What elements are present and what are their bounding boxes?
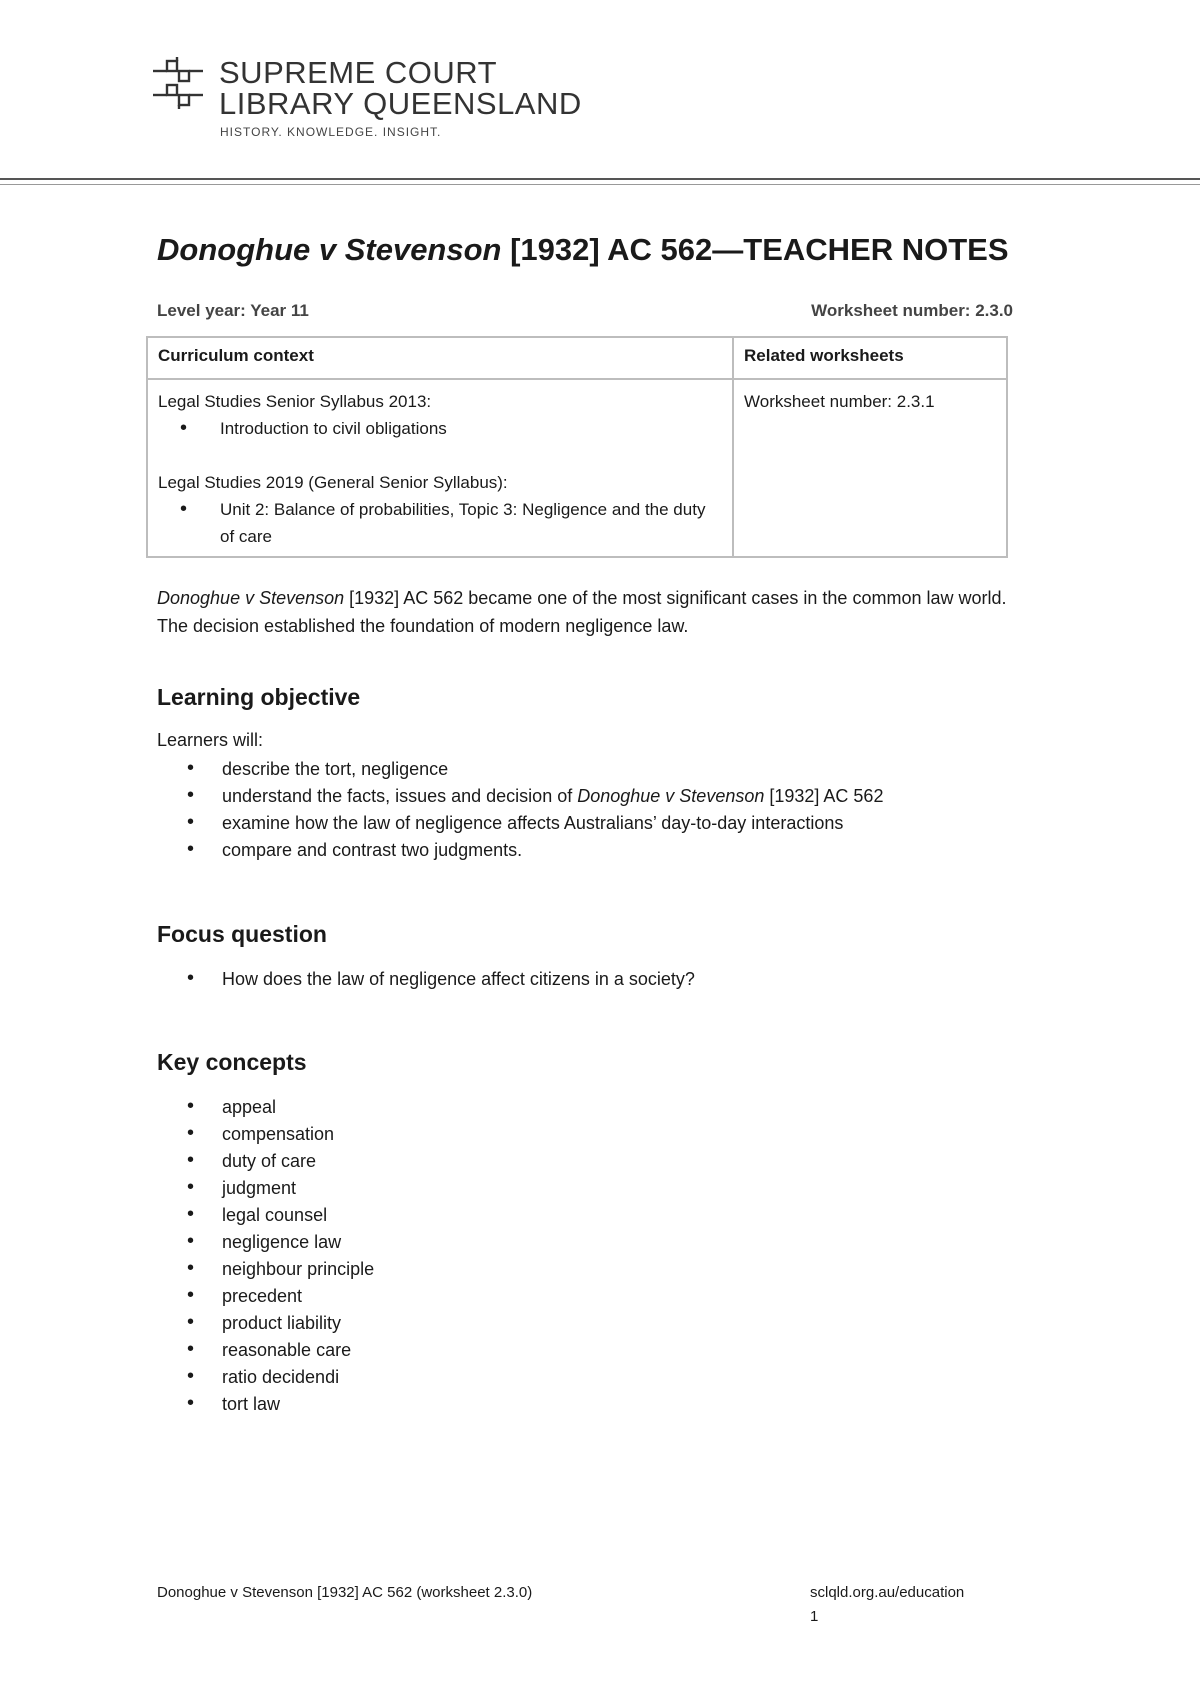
list-item: • compensation — [222, 1121, 1122, 1148]
title-case-name: Donoghue v Stevenson — [157, 232, 502, 267]
list-item: • precedent — [222, 1283, 1122, 1310]
library-logo-icon — [153, 57, 203, 109]
list-item: • examine how the law of negligence affects Australians’ day-to-day interactions — [222, 810, 1122, 837]
document-title — [157, 232, 1009, 268]
logo-line-2: LIBRARY QUEENSLAND — [219, 86, 582, 121]
list-item: • duty of care — [222, 1148, 1122, 1175]
library-logo — [153, 55, 633, 145]
list-item: • appeal — [222, 1094, 1122, 1121]
intro-case-name: Donoghue v Stevenson — [157, 588, 345, 608]
level-year: Level year: Year 11 — [157, 301, 309, 320]
curriculum-cell — [147, 379, 733, 557]
list-item: • product liability — [222, 1310, 1122, 1337]
key-concepts-list — [222, 1094, 1122, 1418]
worksheet-number: Worksheet number: 2.3.0 — [811, 301, 1013, 320]
list-item: • judgment — [222, 1175, 1122, 1202]
list-item: • understand the facts, issues and decision of Donoghue v Stevenson [1932] AC 562 — [222, 783, 1122, 810]
list-item: • Unit 2: Balance of probabilities, Topic 3: Negligence and the duty of care — [220, 496, 722, 550]
learning-objective-lead: Learners will: — [157, 730, 264, 750]
list-item: • compare and contrast two judgments. — [222, 837, 1122, 864]
header-rule — [0, 178, 1200, 180]
page-number: 1 — [810, 1608, 819, 1625]
list-item: • tort law — [222, 1391, 1122, 1418]
list-item: • negligence law — [222, 1229, 1122, 1256]
footer-citation: Donoghue v Stevenson [1932] AC 562 (worksheet 2.3.0) — [157, 1584, 533, 1601]
title-rest: [1932] AC 562—TEACHER NOTES — [501, 232, 1009, 267]
header-rule-thin — [0, 184, 1200, 185]
table-header-related: Related worksheets — [733, 337, 1007, 379]
logo-line-1: SUPREME COURT — [219, 55, 498, 90]
list-item: • neighbour principle — [222, 1256, 1122, 1283]
list-item: • Introduction to civil obligations — [220, 415, 722, 442]
intro-text: [1932] AC 562 became one of the most significant cases in the common law world. The decision established the foundation of modern negligence law. — [157, 588, 1007, 636]
list-item: • legal counsel — [222, 1202, 1122, 1229]
intro-paragraph — [157, 584, 1037, 640]
list-item: • ratio decidendi — [222, 1364, 1122, 1391]
curriculum-table — [146, 336, 1008, 558]
focus-question-heading: Focus question — [157, 921, 327, 947]
syllabus-2019-list — [158, 496, 722, 550]
syllabus-2013-list — [158, 415, 722, 442]
syllabus-2013: Legal Studies Senior Syllabus 2013: — [158, 392, 432, 411]
key-concepts-heading: Key concepts — [157, 1049, 307, 1075]
related-worksheets-cell: Worksheet number: 2.3.1 — [733, 379, 1007, 557]
learning-objective-list — [222, 756, 1122, 864]
table-header-curriculum: Curriculum context — [147, 337, 733, 379]
focus-question-list — [222, 966, 1122, 993]
list-item: • How does the law of negligence affect citizens in a society? — [222, 966, 1122, 993]
list-item: • describe the tort, negligence — [222, 756, 1122, 783]
logo-tagline: HISTORY. KNOWLEDGE. INSIGHT. — [220, 125, 442, 139]
list-item: • reasonable care — [222, 1337, 1122, 1364]
footer-url[interactable]: sclqld.org.au/education — [810, 1584, 965, 1601]
syllabus-2019: Legal Studies 2019 (General Senior Syllabus): — [158, 473, 508, 492]
learning-objective-heading: Learning objective — [157, 684, 361, 710]
